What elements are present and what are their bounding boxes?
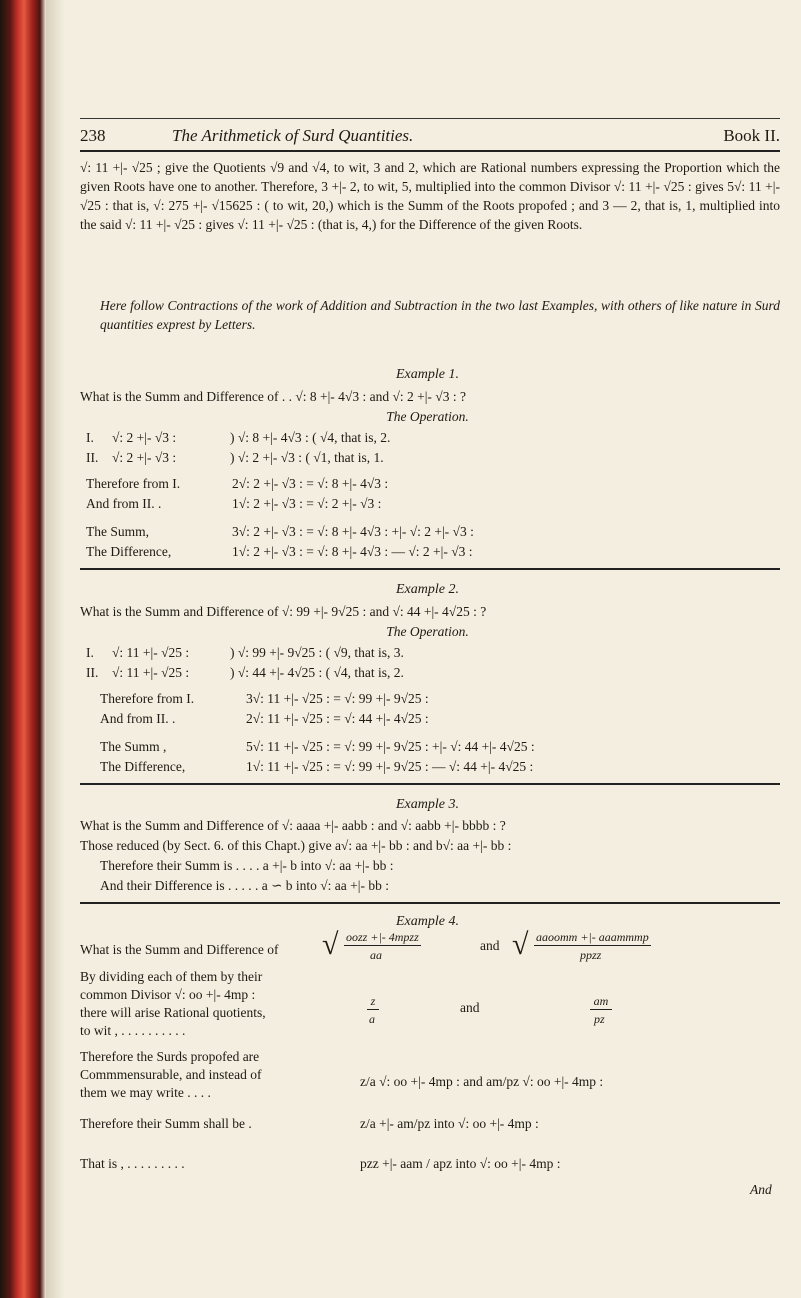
example-1-rule — [80, 568, 780, 570]
example-3-difference: And their Difference is . . . . . a ∽ b into √: aa +|- bb : — [100, 878, 389, 893]
ex1-row1-num: I. — [86, 430, 94, 445]
catchword: And — [750, 1182, 772, 1197]
ex2-row2-num: II. — [86, 665, 99, 680]
therefore-line-3: them we may write . . . . — [80, 1085, 211, 1100]
ex1-therefore-value: 2√: 2 +|- √3 : = √: 8 +|- 4√3 : — [232, 476, 389, 491]
running-header — [80, 126, 780, 150]
ex2-difference-value: 1√: 11 +|- √25 : = √: 99 +|- 9√25 : — √: 44 +|- 4√25 : — [246, 759, 534, 774]
brace: √ — [322, 928, 339, 961]
dividing-line-1: By dividing each of them by their — [80, 969, 263, 984]
ex1-row1-divisor: √: 2 +|- √3 : — [112, 430, 177, 445]
fraction-1-numerator: oozz +|- 4mpzz — [346, 930, 419, 944]
top-rule — [80, 118, 780, 119]
example-3-summ: Therefore their Summ is . . . . a +|- b into √: aa +|- bb : — [100, 858, 394, 873]
fraction-2-denominator: ppzz — [580, 948, 602, 962]
fraction-1-denominator: aa — [370, 948, 382, 962]
summ-value: z/a +|- am/pz into √: oo +|- 4mp : — [360, 1116, 539, 1131]
example-1-question: What is the Summ and Difference of . . √: 8 +|- 4√3 : and √: 2 +|- √3 : ? — [80, 389, 466, 404]
ex2-row1-quotient: ) √: 99 +|- 9√25 : ( √9, that is, 3. — [230, 645, 404, 660]
quotient-2-numerator: am — [590, 994, 612, 1010]
example-4-title: Example 4. — [396, 914, 459, 929]
example-2-operation: The Operation. — [386, 624, 469, 639]
fraction-2-numerator: aaoomm +|- aaammmp — [536, 930, 649, 944]
quotient-and: and — [460, 1000, 480, 1015]
ex2-therefore-label: Therefore from I. — [100, 691, 195, 706]
intro-paragraph: √: 11 +|- √25 ; give the Quotients √9 and √4, to wit, 3 and 2, which are Rational numbers expressing the Proportion which the given Roots have one to another. Therefore, 3 +|- 2, to wit, 5, multiplied into the common Divisor √: 11 +|- √25 : gives 5√: 11 +|- √25 : that is, √: 275 +|- √15625 : ( to wit, 20,) which is the Summ of the Roots propofed ; and 3 — 2, that is, 1, multiplied into the said √: 11 +|- √25 : gives √: 11 +|- √25 : (that is, 4,) for the Difference of the given Roots. — [80, 160, 780, 232]
ex2-summ-value: 5√: 11 +|- √25 : = √: 99 +|- 9√25 : +|- √: 44 +|- 4√25 : — [246, 739, 535, 754]
page — [60, 0, 795, 1298]
that-is-label: That is , . . . . . . . . . — [80, 1156, 185, 1171]
page-number: 238 — [80, 126, 106, 145]
ex2-andfrom-value: 2√: 11 +|- √25 : = √: 44 +|- 4√25 : — [246, 711, 429, 726]
therefore-line-2: Commmensurable, and instead of — [80, 1067, 262, 1082]
example-4-and: and — [480, 938, 500, 953]
example-1-operation: The Operation. — [386, 409, 469, 424]
dividing-line-2: common Divisor √: oo +|- 4mp : — [80, 987, 256, 1002]
contractions-paragraph: Here follow Contractions of the work of Addition and Subtraction in the two last Examples, with others of like nature in Surd quantities exprest by Letters. — [100, 298, 780, 332]
dividing-line-3: there will arise Rational quotients, — [80, 1005, 266, 1020]
ex1-row2-num: II. — [86, 450, 99, 465]
ex2-row2-divisor: √: 11 +|- √25 : — [112, 665, 190, 680]
example-2-rule — [80, 783, 780, 785]
example-4-question: What is the Summ and Difference of — [80, 942, 279, 957]
ex1-andfrom-label: And from II. . — [86, 496, 162, 511]
example-2-question: What is the Summ and Difference of √: 99 +|- 9√25 : and √: 44 +|- 4√25 : ? — [80, 604, 487, 619]
ex1-summ-label: The Summ, — [86, 524, 149, 539]
commensurable-surds: z/a √: oo +|- 4mp : and am/pz √: oo +|- 4mp : — [360, 1074, 604, 1089]
example-2-title: Example 2. — [396, 582, 459, 597]
quotient-2-denominator: pz — [594, 1012, 605, 1026]
quotient-1-denominator: a — [369, 1012, 375, 1026]
ex2-difference-label: The Difference, — [100, 759, 186, 774]
summ-label: Therefore their Summ shall be . — [80, 1116, 252, 1131]
radical-sign: √ — [512, 928, 529, 961]
ex2-andfrom-label: And from II. . — [100, 711, 176, 726]
book-binding — [0, 0, 46, 1298]
dividing-line-4: to wit , . . . . . . . . . . — [80, 1023, 186, 1038]
running-title: The Arithmetick of Surd Quantities. — [172, 126, 414, 145]
ex1-row2-divisor: √: 2 +|- √3 : — [112, 450, 177, 465]
example-3-rule — [80, 902, 780, 904]
header-rule — [80, 150, 780, 152]
ex2-therefore-value: 3√: 11 +|- √25 : = √: 99 +|- 9√25 : — [246, 691, 429, 706]
book-label: Book II. — [723, 126, 780, 145]
therefore-line-1: Therefore the Surds propofed are — [80, 1049, 260, 1064]
ex1-andfrom-value: 1√: 2 +|- √3 : = √: 2 +|- √3 : — [232, 496, 382, 511]
ex2-summ-label: The Summ , — [100, 739, 167, 754]
that-is-value: pzz +|- aam / apz into √: oo +|- 4mp : — [360, 1156, 561, 1171]
ex2-row1-num: I. — [86, 645, 94, 660]
ex1-difference-value: 1√: 2 +|- √3 : = √: 8 +|- 4√3 : — √: 2 +|- √3 : — [232, 544, 473, 559]
example-3-title: Example 3. — [396, 797, 459, 812]
ex2-row2-quotient: ) √: 44 +|- 4√25 : ( √4, that is, 2. — [230, 665, 404, 680]
quotient-1-numerator: z — [367, 994, 379, 1010]
ex1-difference-label: The Difference, — [86, 544, 172, 559]
ex2-row1-divisor: √: 11 +|- √25 : — [112, 645, 190, 660]
ex1-row1-quotient: ) √: 8 +|- 4√3 : ( √4, that is, 2. — [230, 430, 391, 445]
example-1-title: Example 1. — [396, 367, 459, 382]
ex1-therefore-label: Therefore from I. — [86, 476, 181, 491]
ex1-row2-quotient: ) √: 2 +|- √3 : ( √1, that is, 1. — [230, 450, 384, 465]
example-3-reduction: Those reduced (by Sect. 6. of this Chapt.) give a√: aa +|- bb : and b√: aa +|- bb : — [80, 838, 512, 853]
ex1-summ-value: 3√: 2 +|- √3 : = √: 8 +|- 4√3 : +|- √: 2 +|- √3 : — [232, 524, 474, 539]
example-3-question: What is the Summ and Difference of √: aaaa +|- aabb : and √: aabb +|- bbbb : ? — [80, 818, 506, 833]
